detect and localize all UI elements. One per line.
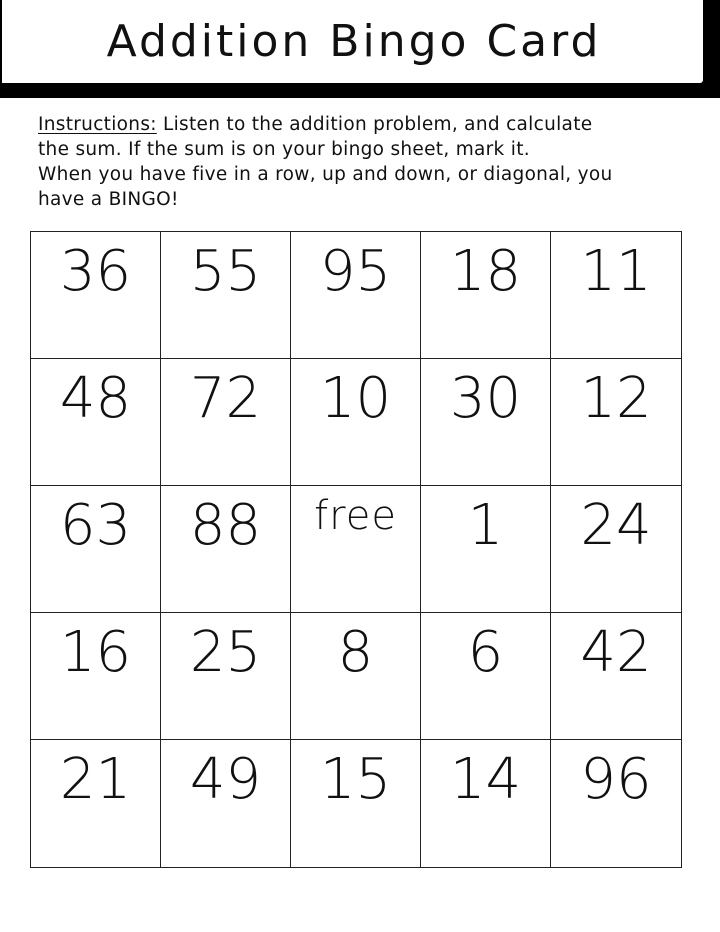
page-title: Addition Bingo Card: [106, 16, 602, 67]
bingo-cell[interactable]: 49: [161, 740, 291, 867]
bingo-cell[interactable]: 42: [551, 613, 681, 740]
instructions-line-2: the sum. If the sum is on your bingo sheet, mark it.: [38, 139, 530, 160]
bingo-cell[interactable]: 63: [31, 486, 161, 613]
bingo-cell[interactable]: 18: [421, 232, 551, 359]
bingo-cell[interactable]: 21: [31, 740, 161, 867]
bingo-cell[interactable]: 55: [161, 232, 291, 359]
bingo-cell[interactable]: 16: [31, 613, 161, 740]
bingo-cell[interactable]: 10: [291, 359, 421, 486]
instructions-label: Instructions:: [38, 114, 157, 135]
title-box: [2, 0, 706, 86]
bingo-cell[interactable]: 36: [31, 232, 161, 359]
instructions: [38, 112, 678, 212]
title-band: [0, 0, 720, 98]
bingo-cell[interactable]: 1: [421, 486, 551, 613]
bingo-cell[interactable]: 95: [291, 232, 421, 359]
instructions-line-3: When you have five in a row, up and down, or diagonal, you: [38, 164, 613, 185]
bingo-cell[interactable]: 48: [31, 359, 161, 486]
bingo-cell[interactable]: 15: [291, 740, 421, 867]
bingo-cell[interactable]: 11: [551, 232, 681, 359]
bingo-cell[interactable]: 25: [161, 613, 291, 740]
bingo-cell[interactable]: 8: [291, 613, 421, 740]
bingo-cell[interactable]: 14: [421, 740, 551, 867]
bingo-cell[interactable]: 88: [161, 486, 291, 613]
bingo-grid: [30, 231, 682, 868]
bingo-cell[interactable]: 72: [161, 359, 291, 486]
bingo-cell[interactable]: 6: [421, 613, 551, 740]
bingo-cell[interactable]: 96: [580, 747, 652, 812]
instructions-text-1: Listen to the addition problem, and calculate: [156, 114, 593, 135]
bingo-cell[interactable]: 30: [421, 359, 551, 486]
bingo-cell-free[interactable]: free: [291, 486, 421, 613]
instructions-line-1: [38, 112, 678, 137]
bingo-cell[interactable]: 12: [551, 359, 681, 486]
instructions-line-4: have a BINGO!: [38, 189, 179, 210]
bingo-cell[interactable]: 24: [551, 486, 681, 613]
